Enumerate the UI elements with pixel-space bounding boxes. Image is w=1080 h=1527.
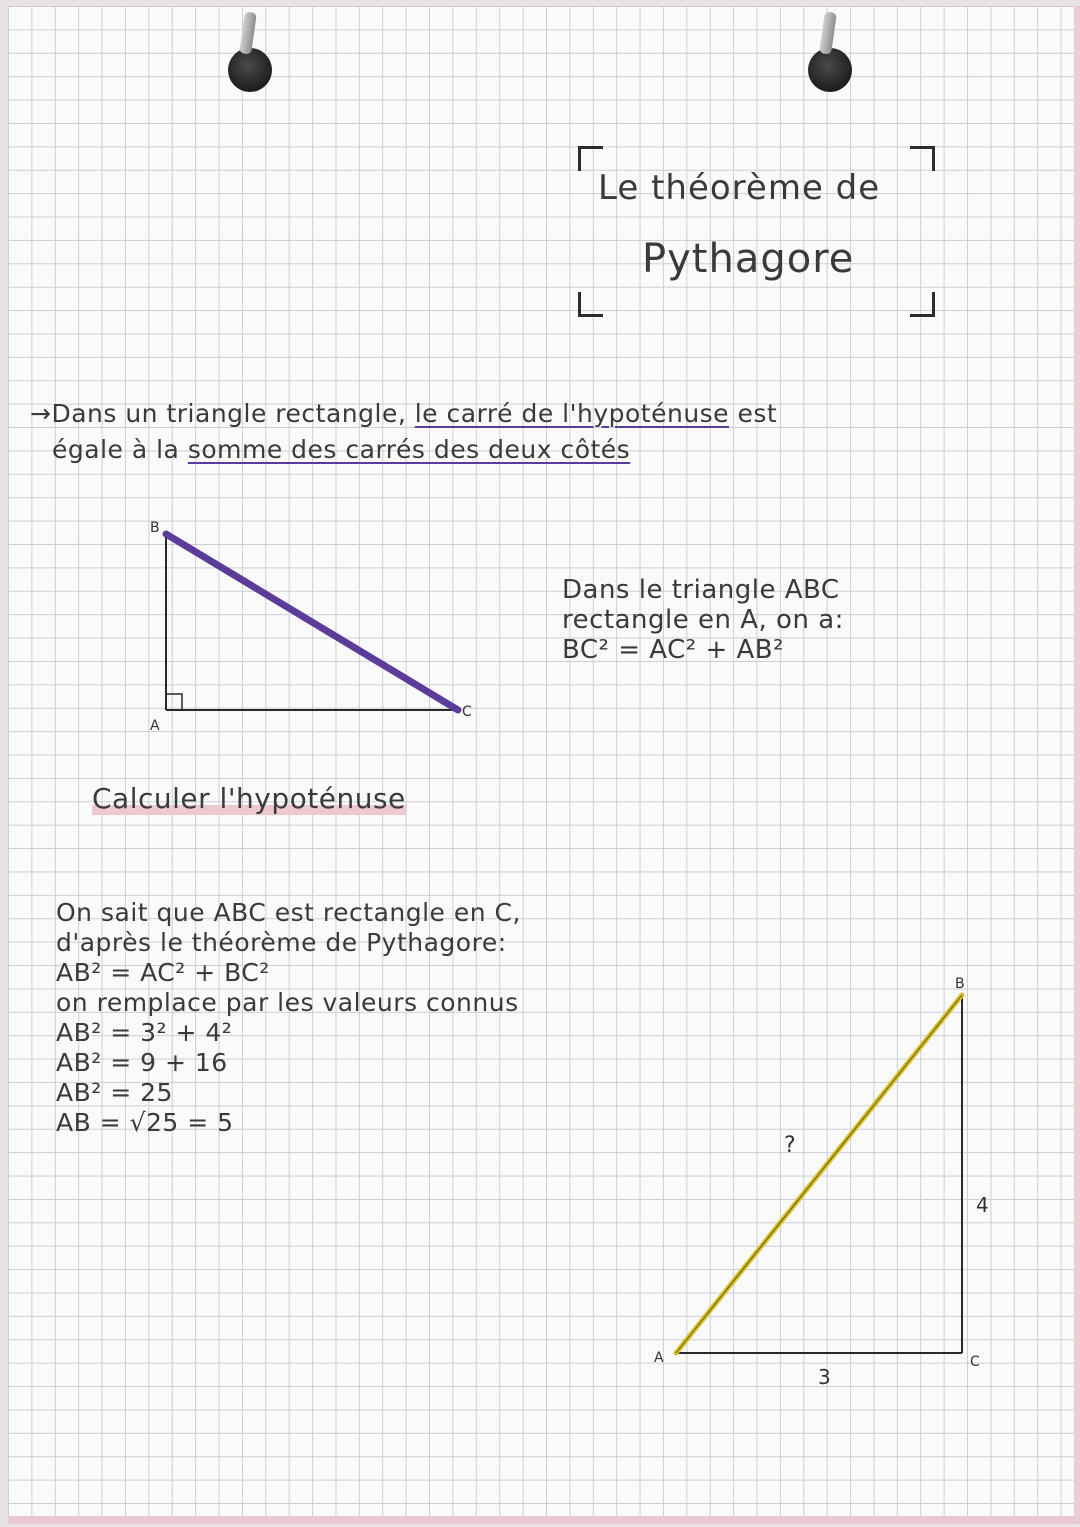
work-line-8: AB = √25 = 5 xyxy=(56,1108,234,1137)
triangle-2-side-ac-length: 3 xyxy=(818,1365,831,1389)
title-line-2: Pythagore xyxy=(642,236,855,282)
work-line-2: d'après le théorème de Pythagore: xyxy=(56,928,507,957)
triangle-2-label-b: B xyxy=(955,976,965,992)
triangle-2-side-bc-length: 4 xyxy=(976,1193,989,1217)
title-line-1: Le théorème de xyxy=(598,168,881,208)
triangle-2 xyxy=(654,976,989,1389)
triangle-1-label-c: C xyxy=(462,704,472,720)
explanation-line-2: rectangle en A, on a: xyxy=(562,605,844,635)
work-line-1: On sait que ABC est rectangle en C, xyxy=(56,898,521,927)
work-line-7: AB² = 25 xyxy=(56,1078,173,1107)
work-line-5: AB² = 3² + 4² xyxy=(56,1018,233,1047)
explanation-line-1: Dans le triangle ABC xyxy=(562,575,840,605)
statement-part-1: Dans un triangle rectangle, xyxy=(51,399,415,428)
triangle-1-explanation xyxy=(562,575,844,665)
statement-underlined-2: somme des carrés des deux côtés xyxy=(187,435,631,464)
triangle-2-label-a: A xyxy=(654,1350,664,1366)
triangle-2-hypotenuse-core xyxy=(676,995,962,1353)
arrow-icon: → xyxy=(30,399,52,428)
triangle-1-label-b: B xyxy=(150,520,160,536)
triangle-2-hypotenuse-unknown: ? xyxy=(784,1133,796,1158)
statement-underlined-1: le carré de l'hypoténuse xyxy=(414,399,730,428)
triangle-1-label-a: A xyxy=(150,718,160,734)
worked-example xyxy=(56,898,521,1138)
explanation-line-3: BC² = AC² + AB² xyxy=(562,635,785,665)
triangle-2-label-c: C xyxy=(970,1354,980,1370)
statement-part-2: est xyxy=(729,399,778,428)
triangle-1 xyxy=(150,520,472,734)
triangle-1-hypotenuse xyxy=(166,534,458,710)
work-line-6: AB² = 9 + 16 xyxy=(56,1048,228,1077)
statement-part-3: égale à la xyxy=(52,435,188,464)
work-line-3: AB² = AC² + BC² xyxy=(56,958,270,987)
calc-heading: Calculer l'hypoténuse xyxy=(92,782,406,815)
work-line-4: on remplace par les valeurs connus xyxy=(56,988,519,1017)
triangle-1-right-angle-mark xyxy=(166,694,182,710)
